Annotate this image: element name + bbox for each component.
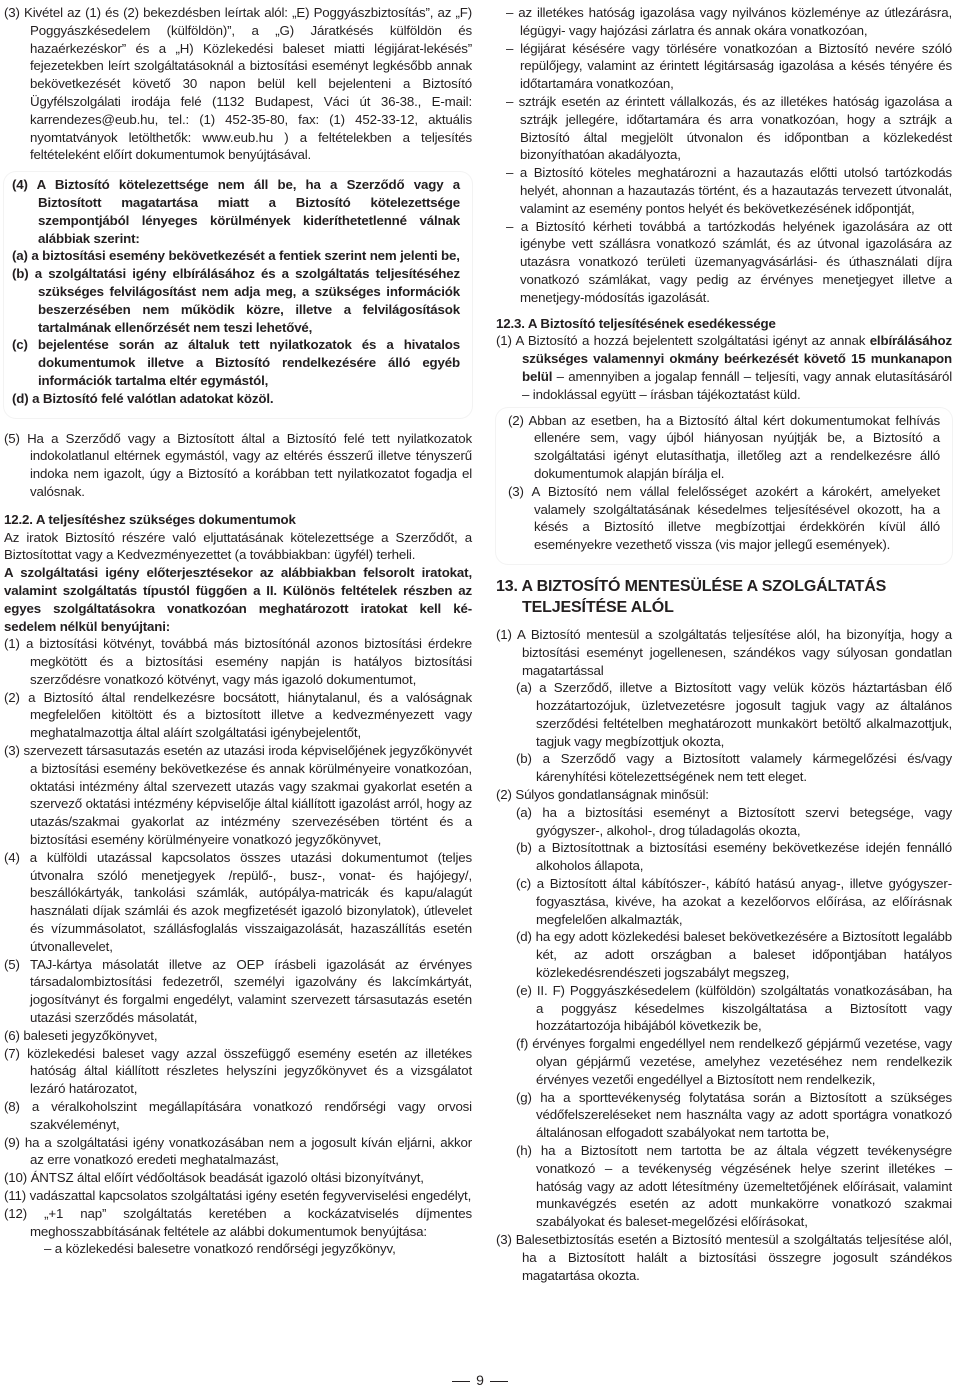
document-item: (6) baleseti jegyzőkönyvet, <box>4 1027 158 1043</box>
due-date-text-c: – amennyiben a jogalap fennáll – teljesíti, vagy annak elutasításáról – indoklással együtt – írásban tájékoztatást küld. <box>522 368 952 402</box>
statement-paragraph: (5) Ha a Szerződő vagy a Biztosított által a Biztosító felé tett nyilatkozatok indokolatlanul eltérnek egymástól, vagy az eltérés ésszerű illetve tényszerű indoka nem igazolt, úgy a Biztosító a korábban tett nyilatkozatot fogadja el valósnak. <box>4 430 472 499</box>
section-heading-12-2: 12.2. A teljesítéshez szükséges dokumentumok <box>4 511 296 527</box>
negligence-item: (a) ha a biztosítási eseményt a Biztosított szervi betegsége, vagy gyógyszer-, alkohol-, drog túladagolás okozta, <box>516 804 952 838</box>
evidence-dash-item: – légijárat késésére vagy törlésére vonatkozóan a Biztosító nevére szóló repülőjegy, valamint az érintett légitársaság igazolása a késés tényére és időtartamára vonatkozóan, <box>506 40 952 92</box>
evidence-dash-item: – a Biztosító köteles meghatározni a hazautazás előtti utolsó tartózkodás helyét, ahonnan a hazautazás történt, és a hazautazás tervezett útvonalát, valamint az esemény pontos helyét és bekövetkezésének időpontját, <box>506 165 952 216</box>
due-date-paragraph <box>496 332 952 403</box>
document-item: (12) „+1 nap” szolgáltatás keretében a kockázatviselés díjmentes meghosszabbításának feltétele az alábbi dokumentumok benyújtása: <box>4 1205 472 1239</box>
negligence-item: (f) érvényes forgalmi engedéllyel nem rendelkező gépjármű vezetése, vagy olyan gépjármű vezetése, amelyhez vezetéséhez nem rendelkezik érvényes vezetői engedéllyel a Biztosított nem rendelkezik, <box>516 1036 952 1087</box>
obligation-box <box>4 172 472 417</box>
document-item: (3) szervezett társasutazás esetén az utazási iroda képviselőjének jegyzőkönyvét a biztosítási esemény bekövetkezése és annak körülményeire vonatkozóan, oktatási intézmény által szervezett utazás vagy szakmai gyakorlat esetén a szervező oktatási intézmény képviselője által kiállított igazolást arról, hogy az utazás/szakmai gyakorlat az intézmény szervezésében történt és a biztosítási esemény körülményeire vonatkozó jegyzőkönyvet, <box>4 743 472 848</box>
left-column <box>4 4 472 1258</box>
negligence-item: (d) ha egy adott közlekedési baleset bekövetkezésére a Biztosított legalább két, az adott országban a baleset időpontjában hatályos közlekedésrendészeti jogszabályt megszeg, <box>516 929 952 981</box>
rejection-box <box>496 408 952 564</box>
obligation-item: (d) a Biztosító felé valótlan adatokat közöl. <box>12 390 274 406</box>
gross-negligence-heading: (2) Súlyos gondatlanságnak minősül: <box>496 787 709 803</box>
evidence-dash-item: – az illetékes hatóság igazolása vagy nyilvános közleménye az útlezárásra, légügyi- vagy hajózási zárlatra és annak okára vonatkozóan, <box>506 5 952 38</box>
rejection-item: (2) Abban az esetben, ha a Biztosító által kért dokumentumokat felhívás ellenére sem, vagy újból hiányosan nyújtják be, a Biztosító a szolgáltatási igényt elutasíthatja, illetőleg azt a rendelkezésre álló dokumentumok alapján bírálja el. <box>508 412 940 481</box>
page-number: 9 <box>440 1372 520 1388</box>
obligation-item: (c) bejelentése során az általuk tett nyilatkozatok és a hivatalos dokumentumok illetve a Biztosító rendelkezésére álló egyéb információk tartalma eltér egymástól, <box>12 337 460 388</box>
exemption-item: (b) a Szerződő vagy a Biztosított valamely kármegelőzési és/vagy kárenyhítési kötelezettségének nem tett eleget. <box>516 751 952 785</box>
obligation-intro: (4) A Biztosító kötelezettsége nem áll be, ha a Szerződő vagy a Biztosított magatartása miatt a Biztosító kötelezettsége szempontjából lényeges körülmények kideríthetetlenné válnak alábbiak szerint: <box>12 177 460 246</box>
document-sub-item: – a közlekedési balesetre vonatkozó rendőrségi jegyzőkönyv, <box>44 1241 396 1257</box>
evidence-dash-item: – a Biztosító kérheti továbbá a tartózkodás helyének igazolására az ott igénybe vett szállásra vonatkozó számlát, és az útvonal igazolására az utazásra vonatkozó területi üzemanyagvásárlási- és úthasználati díjra vonatkozó számlákat, vagy pedig az érvényes menetjegyet illetve a menetjegy-módosítás igazolását. <box>506 218 952 305</box>
claim-report-paragraph: (3) Kivétel az (1) és (2) bekezdésben leírtak alól: „E) Poggyászbiztosítás”, az „F) Poggyászkésedelem (külföldön)”, a „G) Járatkésés külföldön és hazaérkezéskor” és a „H) Közlekedési baleset miatti légijárat-lekésés” fejezetekben leírt szolgáltatásoknál a biztosítási eseményt legkésőbb annak bekövetkezését követő 30 napon belül kell bejelenteni a Biztosító Ügyfélszolgálati irodája felé (1132 Budapest, Váci út 36-38., E-mail: karrendezes@eub.hu, tel.: (1) 452-35-80, fax: (1) 452-33-12, aktuális nyomtatványok letölthetők: www.eub.hu ) a feltételekben a teljesítés feltételeként előírt dokumentumok benyújtásával. <box>4 5 472 163</box>
right-column <box>496 4 952 1284</box>
document-item: (10) ÁNTSZ által előírt védőoltások beadását igazoló oltási bizonyítványt, <box>4 1170 424 1186</box>
rejection-item: (3) A Biztosító nem vállal felelősséget azokért a károkért, amelyeket valamely szolgáltatásának késedelmes teljesítésével okozott, ha a késés a Biztosító illetve megbízottjai érdekkörén kívül álló eseményekre vezethető vissza (vis major jellegű események). <box>508 483 940 553</box>
document-item: (11) vadászattal kapcsolatos szolgáltatási igény esetén fegyverviselési engedélyt, <box>4 1188 472 1203</box>
due-date-text-bold: elbírálásához szükséges valamennyi okmány beérkezését követő 15 munkanapon belül <box>522 333 952 384</box>
accident-insurance-paragraph: (3) Balesetbiztosítás esetén a Biztosító mentesül a szolgáltatás teljesítése alól, ha a Biztosított halált a biztosítási összegre jogosult szándékos magatartása okozta. <box>496 1232 952 1283</box>
section-heading-12-3: 12.3. A Biztosító teljesítésének esedékessége <box>496 315 776 331</box>
negligence-item: (b) a Biztosítottnak a biztosítási esemény bekövetkezése idején fennálló alkoholos állapota, <box>516 840 952 874</box>
documents-required-paragraph: A szolgáltatási igény előterjesztésekor az alábbiakban felsorolt iratokat, valamint szolgáltatás típustól függően a II. Különös feltételek részben az egyes szolgáltatásokra vonatkozóan meghatározott iratokat kell ké-sedelem nélkül benyújtani: <box>4 565 472 634</box>
obligation-item: (b) a szolgáltatási igény elbírálásához és a szolgáltatás teljesítéséhez szükséges felvilágosítást nem adja meg, a szükséges információk beszerzésében nem működik közre, illetve a felvilágosítások tartalmának ellenőrzését nem teszi lehetővé, <box>12 266 460 335</box>
negligence-item: (c) a Biztosított által kábítószer-, kábító hatású anyag-, illetve gyógyszer-fogyasztása, kivéve, ha azokat a kezelőorvos előírása, az előírásnak megfelelően alkalmazták, <box>516 876 952 927</box>
section-heading-13: 13. A BIZTOSÍTÓ MENTESÜLÉSE A SZOLGÁLTATÁS TELJESÍTÉSE ALÓL <box>496 577 887 616</box>
negligence-item: (h) ha a Biztosított nem tartotta be az általa végzett tevékenységre vonatkozó – a tevékenység végzésének helye szerint illetékes – hatóság vagy az adott létesítmény üzemeltetőjének előírásait, valamint munkavégzés esetén az adott munkakörre vonatkozó szakmai szabályokat és baleset-megelőzési előírásokat, <box>516 1143 952 1230</box>
document-item: (7) közlekedési baleset vagy azzal összefüggő esemény esetén az illetékes hatóság által kiállított részletes helyszíni jegyzőkönyvet és a vizsgálatot lezáró határozatot, <box>4 1045 472 1097</box>
obligation-item: (a) a biztosítási esemény bekövetkezését a fentiek szerint nem jelenti be, <box>12 248 460 264</box>
document-item: (8) a véralkoholszint megállapítására vonatkozó rendőrségi vagy orvosi szakvéleményt, <box>4 1099 472 1132</box>
document-item: (1) a biztosítási kötvényt, továbbá más biztosítónál azonos biztosítási érdekre megkötött és a biztosítási esemény napján is hatályos biztosítási szerződésre vonatkozó kötvényt, vagy más igazoló dokumentumot, <box>4 636 472 687</box>
documents-duty-paragraph: Az iratok Biztosító részére való eljuttatásának kötelezettsége a Szerződőt, a Biztosítottat vagy a Kedvezményezettet (a továbbiakban: ügyfél) terheli. <box>4 529 472 563</box>
document-item: (2) a Biztosító által rendelkezésre bocsátott, hiánytalanul, és a valóságnak megfelelően kitöltött és a biztosított illetve a kedvezményezett vagy meghatalmazottja által aláírt szolgáltatási igénybejelentőt, <box>4 689 472 741</box>
exemption-item: (a) a Szerződő, illetve a Biztosított vagy velük közös háztartásban élő hozzátartozójuk, üzletvezetésre jogosult tagjuk vagy az általános szerződési feltételben meghatározott munkakört betöltő alkalmazottjuk, tagjuk vagy megbízottjuk okozta, <box>516 680 952 749</box>
negligence-item: (e) II. F) Poggyászkésedelem (külföldön) szolgáltatás vonatkozásában, ha a poggyász késedelmes kiszolgáltatása a Biztosított vagy hozzátartozója hibájából következik be, <box>516 982 952 1034</box>
negligence-item: (g) ha a sporttevékenység folytatása során a Biztosított a szükséges védőfelszereléseket nem használta vagy az adott sportágra vonatkozó általánosan elfogadott szabályokat nem tartotta be, <box>516 1089 952 1141</box>
document-item: (4) a külföldi utazással kapcsolatos összes utazási dokumentumot (teljes útvonalra szóló menetjegyek /repülő-, busz-, vonat- és hajójegy/, beszállókártyák, tankolási számlák, autópálya-matricák és kapu/alagút használati díjak számlái és azok megfizetését igazoló bizonylatok), útlevelet és vízummásolatot, szállásfoglalás visszaigazolását, hazaszállítás esetén útvonallevelet, <box>4 849 472 954</box>
document-item: (9) ha a szolgáltatási igény vonatkozásában nem a jogosult kíván eljárni, akkor az erre vonatkozó eredeti meghatalmazást, <box>4 1134 472 1168</box>
exemption-paragraph: (1) A Biztosító mentesül a szolgáltatás teljesítése alól, ha bizonyítja, hogy a biztosítási eseményt jogellenesen, szándékos vagy súlyosan gondatlan magatartással <box>496 626 952 678</box>
evidence-dash-item: – sztrájk esetén az érintett vállalkozás, és az illetékes hatóság igazolása a sztrájk jellegére, időtartamára és arra vonatkozóan, hogy a sztrájk a Biztosító által megjelölt útvonalon és időpontban a közlekedést bizonyíthatóan akadályozta, <box>506 93 952 163</box>
due-date-text-a: (1) A Biztosító a hozzá bejelentett szolgáltatási igényt az annak <box>496 333 870 349</box>
document-item: (5) TAJ-kártya másolatát illetve az OEP írásbeli igazolását az érvényes társadalombiztosítási fedezetről, személyi igazolvány és lakcímkártyát, jogosítványt és forgalmi engedélyt, valamint szervezett társasutazás esetén utazási szerződés másolatát, <box>4 956 472 1026</box>
